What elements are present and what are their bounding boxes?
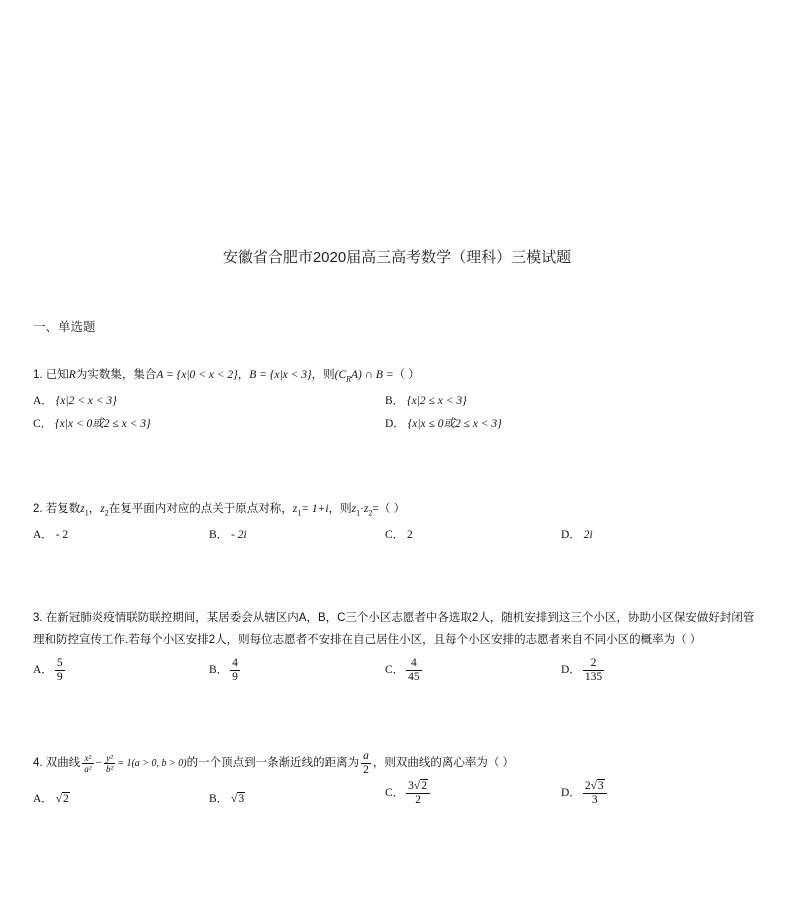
question-4-options: [33, 776, 773, 816]
q1-comma: ，: [237, 369, 250, 381]
q2-z1b-sub: 1: [297, 508, 302, 518]
q4-option-b[interactable]: B． √3: [209, 793, 245, 805]
q1-expr: (C: [334, 369, 347, 381]
q4-option-c[interactable]: C． $\frac{3√2}{2}$: [385, 780, 432, 807]
q4-c-sqrt-sign: √: [413, 780, 421, 792]
q3-option-b[interactable]: B． $\frac{4}{9}$: [209, 657, 238, 683]
q2-option-d[interactable]: D． 2i: [561, 529, 593, 542]
q2-z2-sub: 2: [104, 508, 109, 518]
section-heading: 一、单选题: [33, 320, 96, 334]
q4-x-num: x²: [82, 753, 93, 764]
q2-z1b: z: [292, 503, 298, 515]
q2-z2: z: [100, 503, 105, 515]
q1-option-d[interactable]: D． {x|x ≤ 0或2 ≤ x < 3}: [385, 418, 502, 431]
q2-option-b[interactable]: B． - 2i: [209, 529, 247, 542]
question-3-line-2: 理和防控宣传工作.若每个小区安排2人，则每位志愿者不安排在自己居住小区，且每个小区安排的志愿者来自不同小区的概率为（ ）: [33, 634, 702, 646]
q2-z2b: z: [363, 503, 369, 515]
question-3-line-1: 3. 在新冠肺炎疫情联防联控期间，某居委会从辖区内A，B，C三个小区志愿者中各选取2人，随机安排到这三个小区，协助小区保安做好封闭管: [33, 612, 755, 624]
q1-number: 1. 已知: [33, 369, 69, 381]
q4-a-sqrt-sign: √: [55, 793, 62, 805]
q1-set-b: B = {x|x < 3}: [249, 369, 312, 381]
q2-dot: ·: [360, 503, 364, 515]
question-1-options: [33, 390, 773, 436]
question-3: [33, 607, 773, 691]
q4-dist-num: a: [363, 750, 369, 762]
question-2-stem: [33, 498, 773, 524]
q1-expr-sub: R: [346, 374, 352, 384]
q4-option-d[interactable]: D． $\frac{2√3}{3}$: [561, 780, 609, 807]
q4-y-num: y²: [104, 753, 115, 764]
question-3-options: [33, 651, 773, 691]
question-1-stem: [33, 364, 773, 390]
question-2-options: [33, 524, 773, 546]
q2-z2b-sub: 2: [368, 508, 373, 518]
q4-text2: ，则双曲线的离心率为（ ）: [372, 757, 515, 770]
q4-number: 4. 双曲线: [33, 757, 81, 770]
q4-option-a[interactable]: A． √2: [33, 793, 69, 805]
q1-text2: ，则: [311, 369, 335, 381]
q2-z1c-sub: 1: [356, 508, 361, 518]
q4-d-sqrt-sign: √: [590, 780, 597, 792]
q1-option-c[interactable]: C． {x|x < 0或2 ≤ x < 3}: [33, 418, 151, 431]
q1-expr2: A) ∩ B =: [351, 369, 394, 381]
q1-option-a[interactable]: A． {x|2 < x < 3}: [33, 395, 117, 408]
q1-R: R: [68, 369, 76, 381]
q2-number: 2. 若复数: [33, 503, 81, 515]
question-4: [33, 750, 773, 816]
q4-condition: = 1(a > 0, b > 0): [117, 758, 187, 770]
q1-paren: （ ）: [393, 369, 420, 381]
q4-dist-den: 2: [363, 764, 369, 776]
question-4-stem: [33, 750, 773, 776]
q3-option-c[interactable]: C． $\frac{4}{45}$: [385, 657, 420, 683]
q4-x-den: a²: [84, 764, 92, 774]
question-2: [33, 498, 773, 546]
page-title: 安徽省合肥市2020届高三高考数学（理科）三模试题: [222, 249, 572, 266]
q2-text: 在复平面内对应的点关于原点对称，: [108, 503, 293, 515]
q2-option-c[interactable]: C． 2: [385, 529, 413, 542]
q3-option-a[interactable]: A． $\frac{5}{9}$: [33, 657, 63, 683]
q4-b-sqrt-sign: √: [231, 793, 238, 805]
q2-comma: ，: [88, 503, 101, 515]
q2-option-a[interactable]: A． - 2: [33, 529, 69, 542]
q2-eq2: =: [372, 503, 379, 515]
q2-text2: ，则: [328, 503, 352, 515]
q4-y-den: b²: [106, 764, 114, 774]
q2-eq: = 1+i: [301, 503, 329, 515]
q1-text: 为实数集，集合: [75, 369, 157, 381]
q2-paren: （ ）: [378, 503, 406, 515]
q2-z1: z: [80, 503, 85, 515]
q2-z1c: z: [351, 503, 357, 515]
q1-set-a: A = {x|0 < x < 2}: [156, 369, 238, 381]
question-1: [33, 364, 773, 436]
q4-text: 的一个顶点到一条渐近线的距离为: [186, 757, 360, 770]
q4-minus: −: [95, 757, 102, 770]
q1-option-b[interactable]: B． {x|2 ≤ x < 3}: [385, 395, 467, 408]
q2-z1-sub: 1: [84, 508, 89, 518]
q3-option-d[interactable]: D． $\frac{2}{135}$: [561, 657, 603, 683]
